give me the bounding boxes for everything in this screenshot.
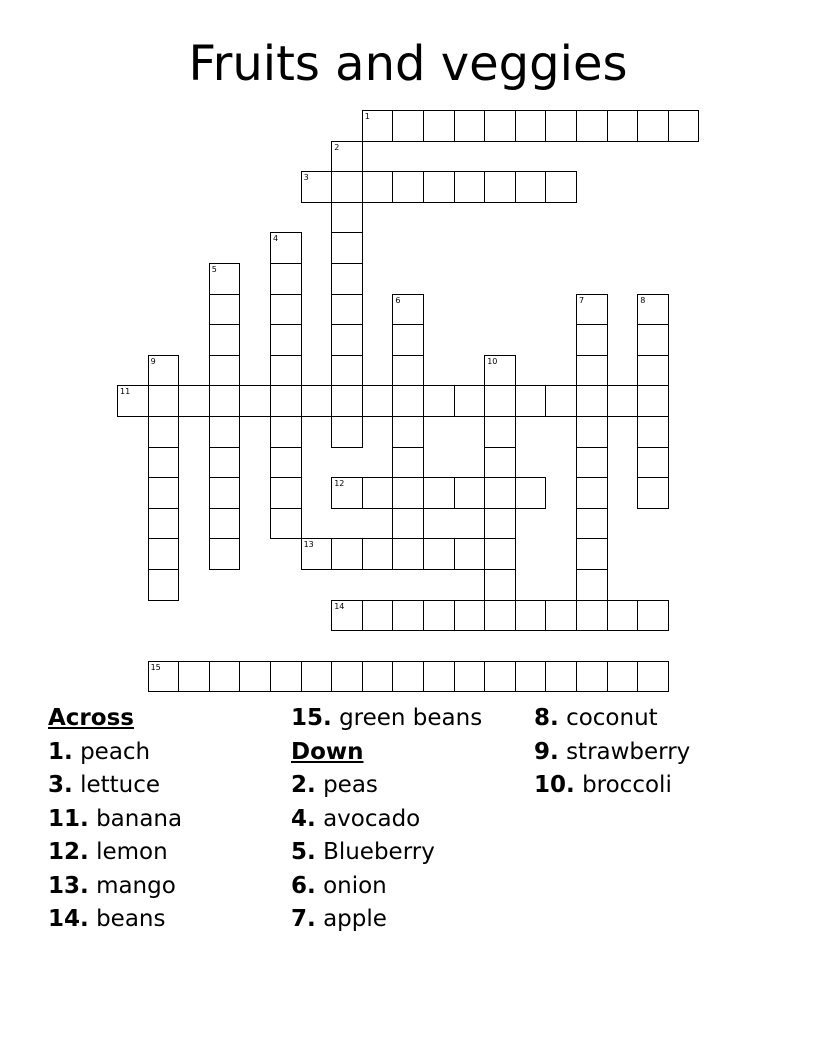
clue-number: 8.: [534, 705, 559, 731]
grid-cell[interactable]: [148, 447, 180, 479]
clue-number: 9.: [534, 738, 559, 765]
grid-cell[interactable]: [209, 538, 241, 570]
clue-column-1: [48, 702, 182, 937]
grid-cell[interactable]: [270, 447, 302, 479]
grid-cell[interactable]: [331, 232, 363, 264]
grid-cell[interactable]: [515, 477, 547, 509]
across-heading: Across: [48, 705, 134, 731]
grid-cell[interactable]: [423, 171, 455, 203]
grid-cell[interactable]: [637, 355, 669, 387]
grid-cell[interactable]: [637, 600, 669, 632]
grid-cell[interactable]: [209, 661, 241, 693]
grid-cell[interactable]: [484, 416, 516, 448]
grid-cell[interactable]: [392, 110, 424, 142]
grid-cell[interactable]: [362, 110, 394, 142]
clue-down-7: [291, 903, 482, 937]
grid-cell[interactable]: [515, 110, 547, 142]
grid-cell[interactable]: [239, 661, 271, 693]
clue-text: lettuce: [80, 772, 161, 798]
grid-cell[interactable]: [331, 477, 363, 509]
cell-number: 11: [120, 387, 131, 397]
grid-cell[interactable]: [423, 661, 455, 693]
grid-cell[interactable]: [454, 385, 486, 417]
grid-cell[interactable]: [637, 385, 669, 417]
grid-cell[interactable]: [545, 110, 577, 142]
clue-down-8: [534, 702, 690, 736]
clue-number: 2.: [291, 772, 316, 798]
grid-cell[interactable]: [270, 385, 302, 417]
grid-cell[interactable]: [270, 355, 302, 387]
grid-cell[interactable]: [515, 600, 547, 632]
grid-cell[interactable]: [301, 538, 333, 570]
grid-cell[interactable]: [392, 324, 424, 356]
clue-number: 14.: [48, 906, 89, 932]
grid-cell[interactable]: [392, 416, 424, 448]
grid-cell[interactable]: [148, 385, 180, 417]
clue-across-12: [48, 836, 182, 870]
grid-cell[interactable]: [637, 324, 669, 356]
clue-text: broccoli: [582, 772, 672, 798]
clue-number: 6.: [291, 872, 316, 899]
grid-cell[interactable]: [484, 661, 516, 693]
clue-text: avocado: [323, 805, 421, 832]
grid-cell[interactable]: [484, 600, 516, 632]
cell-number: 12: [334, 479, 345, 489]
grid-cell[interactable]: [148, 661, 180, 693]
clue-number: 7.: [291, 906, 316, 932]
grid-cell[interactable]: [148, 508, 180, 540]
grid-cell[interactable]: [637, 110, 669, 142]
grid-cell[interactable]: [607, 110, 639, 142]
grid-cell[interactable]: [484, 355, 516, 387]
grid-cell[interactable]: [576, 477, 608, 509]
cell-number: 15: [150, 662, 161, 672]
grid-cell[interactable]: [545, 171, 577, 203]
clue-number: 10.: [534, 772, 575, 798]
clue-text: apple: [323, 906, 387, 932]
grid-cell[interactable]: [148, 477, 180, 509]
grid-cell[interactable]: [362, 600, 394, 632]
grid-cell[interactable]: [454, 171, 486, 203]
grid-cell[interactable]: [362, 661, 394, 693]
page-title: Fruits and veggies: [188, 36, 628, 92]
grid-cell[interactable]: [362, 538, 394, 570]
grid-cell[interactable]: [392, 355, 424, 387]
grid-cell[interactable]: [423, 600, 455, 632]
cell-number: 14: [334, 601, 345, 611]
clue-text: peas: [323, 772, 378, 798]
grid-cell[interactable]: [454, 110, 486, 142]
clue-column-2: [291, 702, 482, 937]
grid-cell[interactable]: [454, 661, 486, 693]
grid-cell[interactable]: [484, 538, 516, 570]
grid-cell[interactable]: [545, 385, 577, 417]
clue-down-2: [291, 769, 482, 803]
grid-cell[interactable]: [484, 171, 516, 203]
grid-cell[interactable]: [484, 508, 516, 540]
clue-text: onion: [323, 872, 387, 899]
grid-cell[interactable]: [270, 477, 302, 509]
grid-cell[interactable]: [270, 661, 302, 693]
grid-cell[interactable]: [668, 110, 700, 142]
cell-number: 9: [150, 356, 156, 366]
grid-cell[interactable]: [607, 600, 639, 632]
grid-cell[interactable]: [148, 538, 180, 570]
grid-cell[interactable]: [209, 263, 241, 295]
grid-cell[interactable]: [392, 294, 424, 326]
grid-cell[interactable]: [331, 141, 363, 173]
clue-number: 13.: [48, 872, 89, 899]
cell-number: 1: [364, 112, 370, 121]
clue-text: coconut: [566, 705, 658, 731]
clue-across-11: [48, 803, 182, 837]
clue-across-14: [48, 903, 182, 937]
grid-cell[interactable]: [576, 447, 608, 479]
grid-cell[interactable]: [209, 508, 241, 540]
cell-number: 4: [273, 234, 279, 244]
grid-cell[interactable]: [331, 355, 363, 387]
clue-number: 4.: [291, 805, 316, 832]
grid-cell[interactable]: [209, 416, 241, 448]
grid-cell[interactable]: [423, 110, 455, 142]
down-heading: Down: [291, 738, 364, 765]
cell-number: 8: [640, 295, 646, 305]
grid-cell[interactable]: [117, 385, 149, 417]
clue-text: Blueberry: [323, 839, 435, 865]
grid-cell[interactable]: [454, 600, 486, 632]
grid-cell[interactable]: [576, 508, 608, 540]
grid-cell[interactable]: [331, 294, 363, 326]
grid-cell[interactable]: [148, 569, 180, 601]
grid-cell[interactable]: [331, 600, 363, 632]
grid-cell[interactable]: [209, 294, 241, 326]
grid-cell[interactable]: [209, 324, 241, 356]
grid-cell[interactable]: [423, 385, 455, 417]
clue-text: beans: [96, 906, 166, 932]
clue-across-3: [48, 769, 182, 803]
grid-cell[interactable]: [576, 385, 608, 417]
grid-cell[interactable]: [331, 202, 363, 234]
grid-cell[interactable]: [637, 477, 669, 509]
grid-cell[interactable]: [484, 110, 516, 142]
grid-cell[interactable]: [392, 171, 424, 203]
clue-text: peach: [80, 738, 151, 765]
grid-cell[interactable]: [301, 385, 333, 417]
cell-number: 6: [395, 295, 401, 305]
grid-cell[interactable]: [454, 477, 486, 509]
grid-cell[interactable]: [392, 600, 424, 632]
clue-text: lemon: [96, 839, 168, 865]
grid-cell[interactable]: [331, 171, 363, 203]
grid-cell[interactable]: [392, 538, 424, 570]
grid-cell[interactable]: [239, 385, 271, 417]
grid-cell[interactable]: [576, 538, 608, 570]
cell-number: 10: [487, 356, 498, 366]
cell-number: 2: [334, 142, 340, 152]
grid-cell[interactable]: [637, 416, 669, 448]
clue-number: 5.: [291, 839, 316, 865]
grid-cell[interactable]: [331, 263, 363, 295]
grid-cell[interactable]: [392, 385, 424, 417]
clue-number: 15.: [291, 705, 332, 731]
grid-cell[interactable]: [209, 447, 241, 479]
grid-cell[interactable]: [331, 324, 363, 356]
grid-cell[interactable]: [270, 416, 302, 448]
grid-cell[interactable]: [576, 355, 608, 387]
grid-cell[interactable]: [392, 661, 424, 693]
grid-cell[interactable]: [576, 600, 608, 632]
grid-cell[interactable]: [484, 569, 516, 601]
clue-down-10: [534, 769, 690, 803]
grid-cell[interactable]: [576, 416, 608, 448]
grid-cell[interactable]: [209, 355, 241, 387]
grid-cell[interactable]: [331, 661, 363, 693]
grid-cell[interactable]: [331, 416, 363, 448]
grid-cell[interactable]: [362, 477, 394, 509]
grid-cell[interactable]: [607, 661, 639, 693]
cell-number: 5: [211, 265, 217, 274]
clue-down-4: [291, 803, 482, 837]
grid-cell[interactable]: [270, 232, 302, 264]
clue-across-1: [48, 736, 182, 770]
grid-cell[interactable]: [331, 538, 363, 570]
clue-down-5: [291, 836, 482, 870]
grid-cell[interactable]: [209, 477, 241, 509]
clue-number: 1.: [48, 738, 73, 765]
grid-cell[interactable]: [576, 569, 608, 601]
grid-cell[interactable]: [576, 294, 608, 326]
grid-cell[interactable]: [607, 385, 639, 417]
grid-cell[interactable]: [484, 477, 516, 509]
grid-cell[interactable]: [576, 661, 608, 693]
grid-cell[interactable]: [148, 355, 180, 387]
grid-cell[interactable]: [270, 263, 302, 295]
grid-cell[interactable]: [270, 324, 302, 356]
grid-cell[interactable]: [484, 447, 516, 479]
clue-down-9: [534, 736, 690, 770]
grid-cell[interactable]: [392, 508, 424, 540]
clue-number: 3.: [48, 772, 73, 798]
grid-cell[interactable]: [301, 171, 333, 203]
clue-column-3: [534, 702, 690, 803]
grid-cell[interactable]: [331, 385, 363, 417]
clue-text: green beans: [339, 705, 483, 731]
clue-text: strawberry: [566, 738, 691, 765]
grid-cell[interactable]: [392, 447, 424, 479]
cell-number: 3: [303, 173, 309, 183]
grid-cell[interactable]: [515, 385, 547, 417]
grid-cell[interactable]: [301, 661, 333, 693]
grid-cell[interactable]: [515, 661, 547, 693]
cell-number: 13: [303, 540, 314, 550]
clue-number: 12.: [48, 839, 89, 865]
grid-cell[interactable]: [178, 385, 210, 417]
grid-cell[interactable]: [576, 324, 608, 356]
grid-cell[interactable]: [209, 385, 241, 417]
grid-cell[interactable]: [545, 600, 577, 632]
grid-cell[interactable]: [637, 661, 669, 693]
grid-cell[interactable]: [423, 538, 455, 570]
grid-cell[interactable]: [637, 447, 669, 479]
grid-cell[interactable]: [515, 171, 547, 203]
clue-text: banana: [96, 805, 183, 832]
grid-cell[interactable]: [362, 171, 394, 203]
clue-down-6: [291, 870, 482, 904]
grid-cell[interactable]: [545, 661, 577, 693]
grid-cell[interactable]: [178, 661, 210, 693]
grid-cell[interactable]: [148, 416, 180, 448]
grid-cell[interactable]: [423, 477, 455, 509]
cell-number: 7: [579, 295, 585, 305]
clue-across-13: [48, 870, 182, 904]
grid-cell[interactable]: [270, 508, 302, 540]
grid-cell[interactable]: [392, 477, 424, 509]
grid-cell[interactable]: [362, 385, 394, 417]
grid-cell[interactable]: [637, 294, 669, 326]
grid-cell[interactable]: [484, 385, 516, 417]
grid-cell[interactable]: [454, 538, 486, 570]
clue-across-15: [291, 702, 482, 736]
grid-cell[interactable]: [576, 110, 608, 142]
clue-text: mango: [96, 872, 176, 899]
clue-number: 11.: [48, 805, 89, 832]
grid-cell[interactable]: [270, 294, 302, 326]
